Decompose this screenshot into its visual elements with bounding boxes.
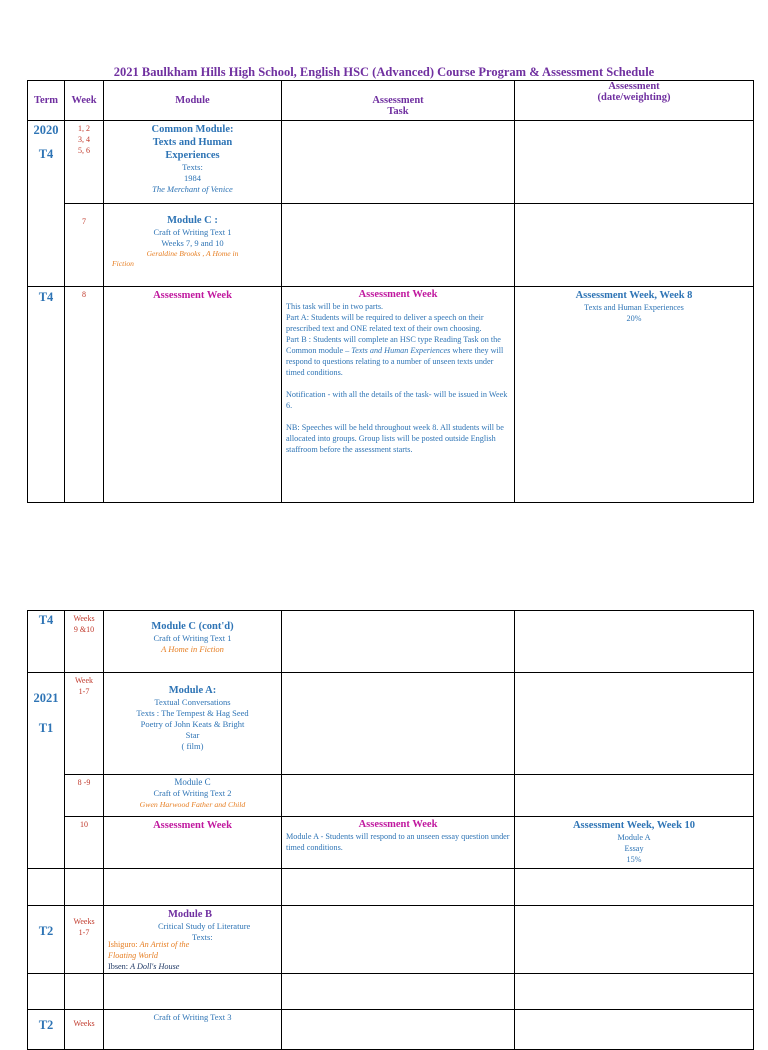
task-cell [282, 204, 515, 287]
week-cell: Weeks 9 &10 [65, 611, 104, 673]
date-cell [515, 121, 754, 204]
date-cell [515, 673, 754, 775]
week-cell: Week 1-7 [65, 673, 104, 775]
table-row [28, 775, 754, 817]
module-cell: Module A: Textual Conversations Texts : The Tempest & Hag Seed Poetry of John Keats & Bright Star ( film) [104, 673, 282, 775]
week-cell: Weeks 1-7 [65, 906, 104, 974]
date-cell [515, 204, 754, 287]
table-row [28, 1010, 754, 1050]
task-cell: Assessment Week This task will be in two parts. Part A: Students will be required to deliver a speech on their prescribed text and ONE related text of their own choosing. Part B : Students will complete an HSC type Reading Task on the Common module – Texts and Human Experiences where they will respond to questions relating to a number of unseen texts under timed conditions. Notification - with all the details of the task- will be issued in Week 6. NB: Speeches will be held throughout week 8. All students will be allocated into groups. Group lists will be posted outside English staffroom before the assessment starts. [282, 287, 515, 503]
header-assessment-date: Assessment (date/weighting) [515, 81, 754, 121]
task-cell [282, 673, 515, 775]
module-b-texts: Ishiguro: An Artist of the Floating World Ibsen: A Doll's House [108, 940, 190, 971]
schedule-table-1 [27, 80, 754, 503]
header-week: Week [65, 81, 104, 121]
task-cell [282, 611, 515, 673]
date-cell [515, 906, 754, 974]
date-cell [515, 611, 754, 673]
header-assessment-task: Assessment Task [282, 81, 515, 121]
module-cell: Module C : Craft of Writing Text 1 Weeks 7, 9 and 10 Geraldine Brooks , A Home in Fiction [104, 204, 282, 287]
module-cell: Craft of Writing Text 3 [104, 1010, 282, 1050]
task-cell [282, 906, 515, 974]
task-cell [282, 121, 515, 204]
table-row [28, 974, 754, 1010]
module-cell: Common Module: Texts and Human Experiences Texts: 1984 The Merchant of Venice [104, 121, 282, 204]
page-title: 2021 Baulkham Hills High School, English HSC (Advanced) Course Program & Assessment Schedule [113, 65, 655, 79]
task-cell [282, 775, 515, 817]
term-cell-2021-t1: 2021 T1 [28, 673, 65, 869]
table-row [28, 287, 754, 503]
header-term: Term [28, 81, 65, 121]
term-cell-2020-t4: 2020 T4 [28, 121, 65, 287]
table-row [28, 204, 754, 287]
week-cell: 7 [65, 204, 104, 287]
table-row [28, 673, 754, 775]
date-cell: Assessment Week, Week 8 Texts and Human Experiences 20% [515, 287, 754, 503]
table-row [28, 121, 754, 204]
module-cell-assessment-week: Assessment Week [104, 287, 282, 503]
table-row [28, 611, 754, 673]
week-cell: 8 -9 [65, 775, 104, 817]
module-cell: Module C (cont'd) Craft of Writing Text 1 A Home in Fiction [104, 611, 282, 673]
task-cell: Assessment Week Module A - Students will respond to an unseen essay question under timed conditions. [282, 817, 515, 869]
header-module: Module [104, 81, 282, 121]
week-cell: 8 [65, 287, 104, 503]
week-cell: 1, 2 3, 4 5, 6 [65, 121, 104, 204]
table-header-row [28, 81, 754, 121]
table-row [28, 817, 754, 869]
week-cell: 10 [65, 817, 104, 869]
module-cell: Module B Critical Study of Literature Texts: [104, 906, 282, 974]
table-row [28, 869, 754, 906]
term-cell-t2: T2 [28, 906, 65, 974]
term-cell-t4: T4 [28, 611, 65, 673]
date-cell [515, 775, 754, 817]
module-cell: Module C Craft of Writing Text 2 Gwen Harwood Father and Child [104, 775, 282, 817]
term-cell-t2: T2 [28, 1010, 65, 1050]
date-cell: Assessment Week, Week 10 Module A Essay 15% [515, 817, 754, 869]
term-cell-t4: T4 [28, 287, 65, 503]
module-cell-assessment-week: Assessment Week [104, 817, 282, 869]
week-cell: Weeks [65, 1010, 104, 1050]
schedule-table-2 [27, 610, 754, 1050]
